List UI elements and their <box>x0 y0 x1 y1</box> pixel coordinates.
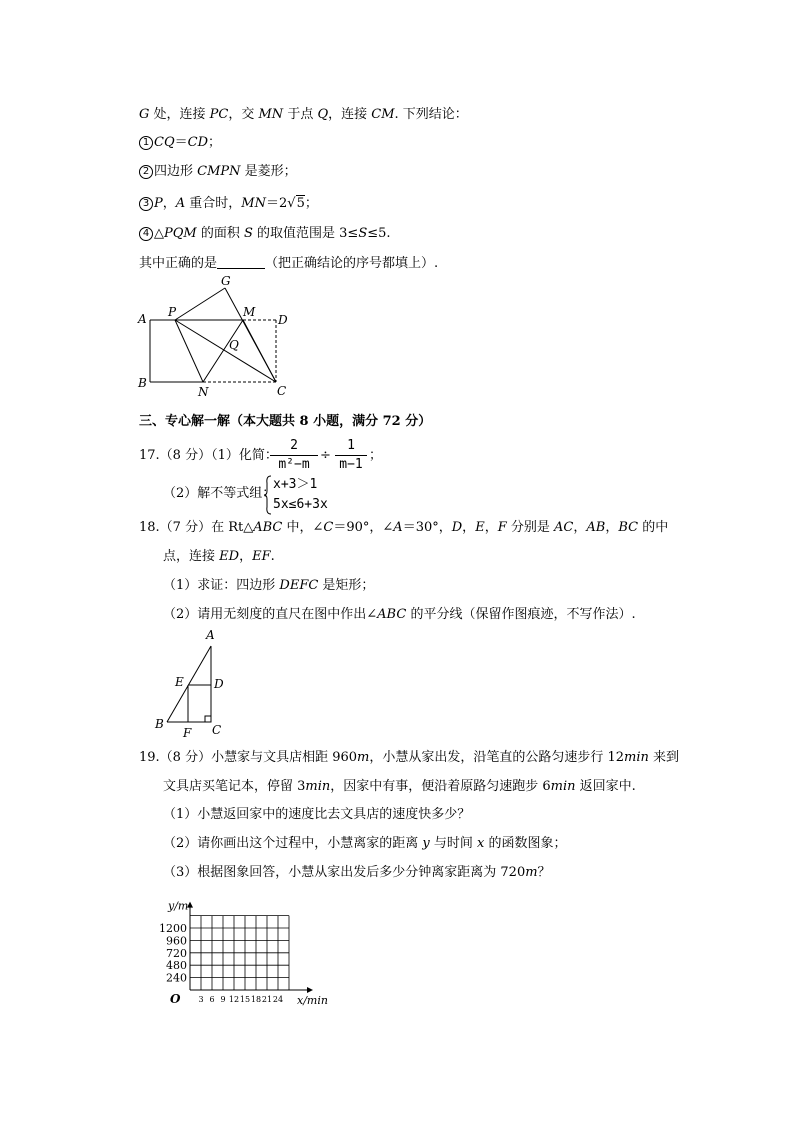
text-run: ，交 <box>228 107 259 122</box>
q17-part2: （2）解不等式组： <box>163 486 276 501</box>
text-run: 处，连接 <box>149 107 210 122</box>
text-run: （1）求证：四边形 <box>163 578 280 593</box>
text-run: ED <box>219 549 240 564</box>
figure-18 <box>150 628 230 740</box>
label-D: D <box>278 313 288 327</box>
text-run: E <box>475 520 485 535</box>
q19-part2 <box>163 835 567 853</box>
text-run: ， <box>239 549 253 564</box>
text-run: ABC <box>377 607 407 622</box>
text-run: PQM <box>164 226 197 241</box>
label-Q: Q <box>229 338 239 352</box>
conclusion-3 <box>139 195 318 213</box>
text-run: m <box>525 865 538 880</box>
text-run: CM <box>371 107 395 122</box>
text-run: 文具店买笔记本，停留 3 <box>163 779 306 794</box>
label-A: A <box>206 628 215 642</box>
text-run: （3）根据图象回答，小慧从家出发后多少分钟离家距离为 720 <box>163 865 526 880</box>
conclusion-1 <box>139 134 221 152</box>
text-run: G <box>139 107 150 122</box>
text-run: EF <box>252 549 271 564</box>
inequality-2: 5x≤6+3x <box>273 497 328 512</box>
text-run: S <box>358 226 368 241</box>
text-run: F <box>497 520 507 535</box>
y-tick-label: 960 <box>166 934 187 948</box>
conclusion-4 <box>139 225 391 243</box>
text-run: 的面积 <box>196 226 244 241</box>
x-axis-label: x/min <box>297 994 328 1007</box>
text-run: AB <box>586 520 606 535</box>
text-run: 于点 <box>283 107 318 122</box>
x-tick-label: 6 <box>209 995 215 1004</box>
text-run: 分别是 <box>506 520 554 535</box>
text-run: x <box>477 836 485 851</box>
text-run: BC <box>618 520 639 535</box>
label-M: M <box>243 305 256 319</box>
text-run: 的函数图象； <box>484 836 567 851</box>
text-run: min <box>624 750 649 765</box>
text-run: 19.（8 分）小慧家与文具店相距 960 <box>139 750 358 765</box>
text-run: min <box>305 779 331 794</box>
figure-16 <box>135 272 295 400</box>
text-run: ， <box>605 520 619 535</box>
label-D: D <box>214 677 224 691</box>
section-3-title: 三、专心解一解（本大题共 8 小题，满分 72 分） <box>139 414 432 429</box>
text-run: AC <box>554 520 574 535</box>
q18-line1 <box>139 519 668 537</box>
circled-number: 4 <box>139 227 153 241</box>
problem16-continuation <box>139 106 468 124</box>
text-run: 18.（7 分）在 Rt△ <box>139 520 254 535</box>
text-run: CD <box>187 135 208 150</box>
q19-line2 <box>163 778 636 796</box>
q19-part1 <box>163 806 470 824</box>
text-run: MN <box>241 196 266 211</box>
text-run: ＝2 <box>265 196 288 211</box>
label-E: E <box>175 675 184 689</box>
text-run: ≤5. <box>367 226 391 241</box>
circled-number: 3 <box>139 197 153 211</box>
text-run: PC <box>209 107 229 122</box>
text-run: 与时间 <box>429 836 478 851</box>
text-run: ，因家中有事，便沿着原路匀速跑步 6 <box>330 779 551 794</box>
q17-fraction-1: 2 m²−m <box>268 438 320 473</box>
text-run: 点，连接 <box>163 549 220 564</box>
x-tick-label: 15 <box>239 995 251 1004</box>
text-run: ， <box>484 520 498 535</box>
text-run: ABC <box>253 520 283 535</box>
text-run: ； <box>304 196 318 211</box>
answer-blank[interactable] <box>217 256 265 269</box>
text-run: D <box>451 520 463 535</box>
label-G: G <box>221 274 231 288</box>
x-tick-label: 12 <box>228 995 240 1004</box>
y-tick-label: 1200 <box>159 922 187 935</box>
label-A: A <box>138 312 147 326</box>
q18-line2 <box>163 548 275 566</box>
text-run: . <box>270 549 275 564</box>
text-run: ，小慧从家出发，沿笔直的公路匀速步行 12 <box>369 750 625 765</box>
x-tick-label: 18 <box>250 995 262 1004</box>
label-C: C <box>277 384 287 398</box>
text-run: y <box>422 836 430 851</box>
x-tick-label: 9 <box>220 995 226 1004</box>
y-tick-label: 720 <box>166 946 187 960</box>
text-run: 的平分线（保留作图痕迹，不写作法）. <box>406 607 636 622</box>
q18-part1 <box>163 577 374 595</box>
text-run: ， <box>573 520 587 535</box>
sqrt-sign: √5 <box>287 196 305 211</box>
text-run: 的取值范围是 3≤ <box>252 226 359 241</box>
label-C: C <box>212 723 222 737</box>
text-run: 是菱形； <box>240 164 297 179</box>
brace <box>263 475 273 515</box>
label-N: N <box>198 385 209 399</box>
conclusion-2 <box>139 163 297 181</box>
label-B: B <box>138 376 147 390</box>
y-tick-label: 480 <box>166 959 187 973</box>
text-run: 是矩形； <box>318 578 375 593</box>
x-tick-label: 21 <box>261 995 273 1004</box>
q19-line1 <box>139 749 679 767</box>
text-run: A <box>175 196 186 211</box>
y-tick-label: 240 <box>166 971 187 985</box>
text-run: ，连接 <box>328 107 372 122</box>
text-run: . 下列结论： <box>394 107 468 122</box>
text-run: 四边形 <box>154 164 198 179</box>
q18-part2 <box>163 606 636 624</box>
text-run: CMPN <box>197 164 241 179</box>
text-run: 重合时， <box>185 196 242 211</box>
text-run: CQ <box>154 135 175 150</box>
label-P: P <box>168 305 177 319</box>
q17-fraction-2: 1 m−1 <box>333 438 369 473</box>
text-run: C <box>323 520 334 535</box>
text-run: S <box>243 226 253 241</box>
text-run: ， <box>462 520 476 535</box>
text-run: ＝30°， <box>402 520 452 535</box>
label-F: F <box>183 726 192 740</box>
text-run: 的中 <box>638 520 669 535</box>
text-run: m <box>357 750 370 765</box>
text-run: 返回家中. <box>575 779 636 794</box>
text-run: 中，∠ <box>282 520 324 535</box>
text-run: ， <box>162 196 176 211</box>
circled-number: 2 <box>139 165 153 179</box>
text-run: ＝90°，∠ <box>333 520 394 535</box>
text-run: min <box>550 779 576 794</box>
text-run: （2）请你画出这个过程中，小慧离家的距离 <box>163 836 423 851</box>
q17-divide-sign: ÷ <box>320 448 331 463</box>
sqrt-radicand: 5 <box>296 196 305 211</box>
y-axis-label: y/m <box>168 899 189 913</box>
x-tick-label: 24 <box>272 995 284 1004</box>
text-run: （2）请用无刻度的直尺在图中作出∠ <box>163 607 378 622</box>
text-run: Q <box>317 107 329 122</box>
inequality-1: x+3＞1 <box>273 477 318 492</box>
text-run: （1）小慧返回家中的速度比去文具店的速度快多少？ <box>163 807 471 822</box>
x-axis-arrow <box>307 987 313 993</box>
text-run: A <box>393 520 403 535</box>
coordinate-grid <box>140 893 330 1008</box>
x-tick-label: 3 <box>198 995 204 1004</box>
text-run: △ <box>154 226 164 241</box>
label-B: B <box>155 717 164 731</box>
text-run: 来到 <box>648 750 680 765</box>
text-run: DEFC <box>279 578 319 593</box>
text-run: ？ <box>537 865 551 880</box>
origin-label: O <box>170 992 181 1006</box>
text-run: MN <box>258 107 284 122</box>
q19-part3 <box>163 864 551 882</box>
answer-prompt: 其中正确的是 （把正确结论的序号都填上）. <box>139 256 439 271</box>
text-run: P <box>154 196 163 211</box>
text-run: ＝ <box>174 135 188 150</box>
circled-number: 1 <box>139 136 153 150</box>
text-run: ； <box>208 135 222 150</box>
q17-head: 17.（8 分）（1）化简： <box>139 448 278 463</box>
